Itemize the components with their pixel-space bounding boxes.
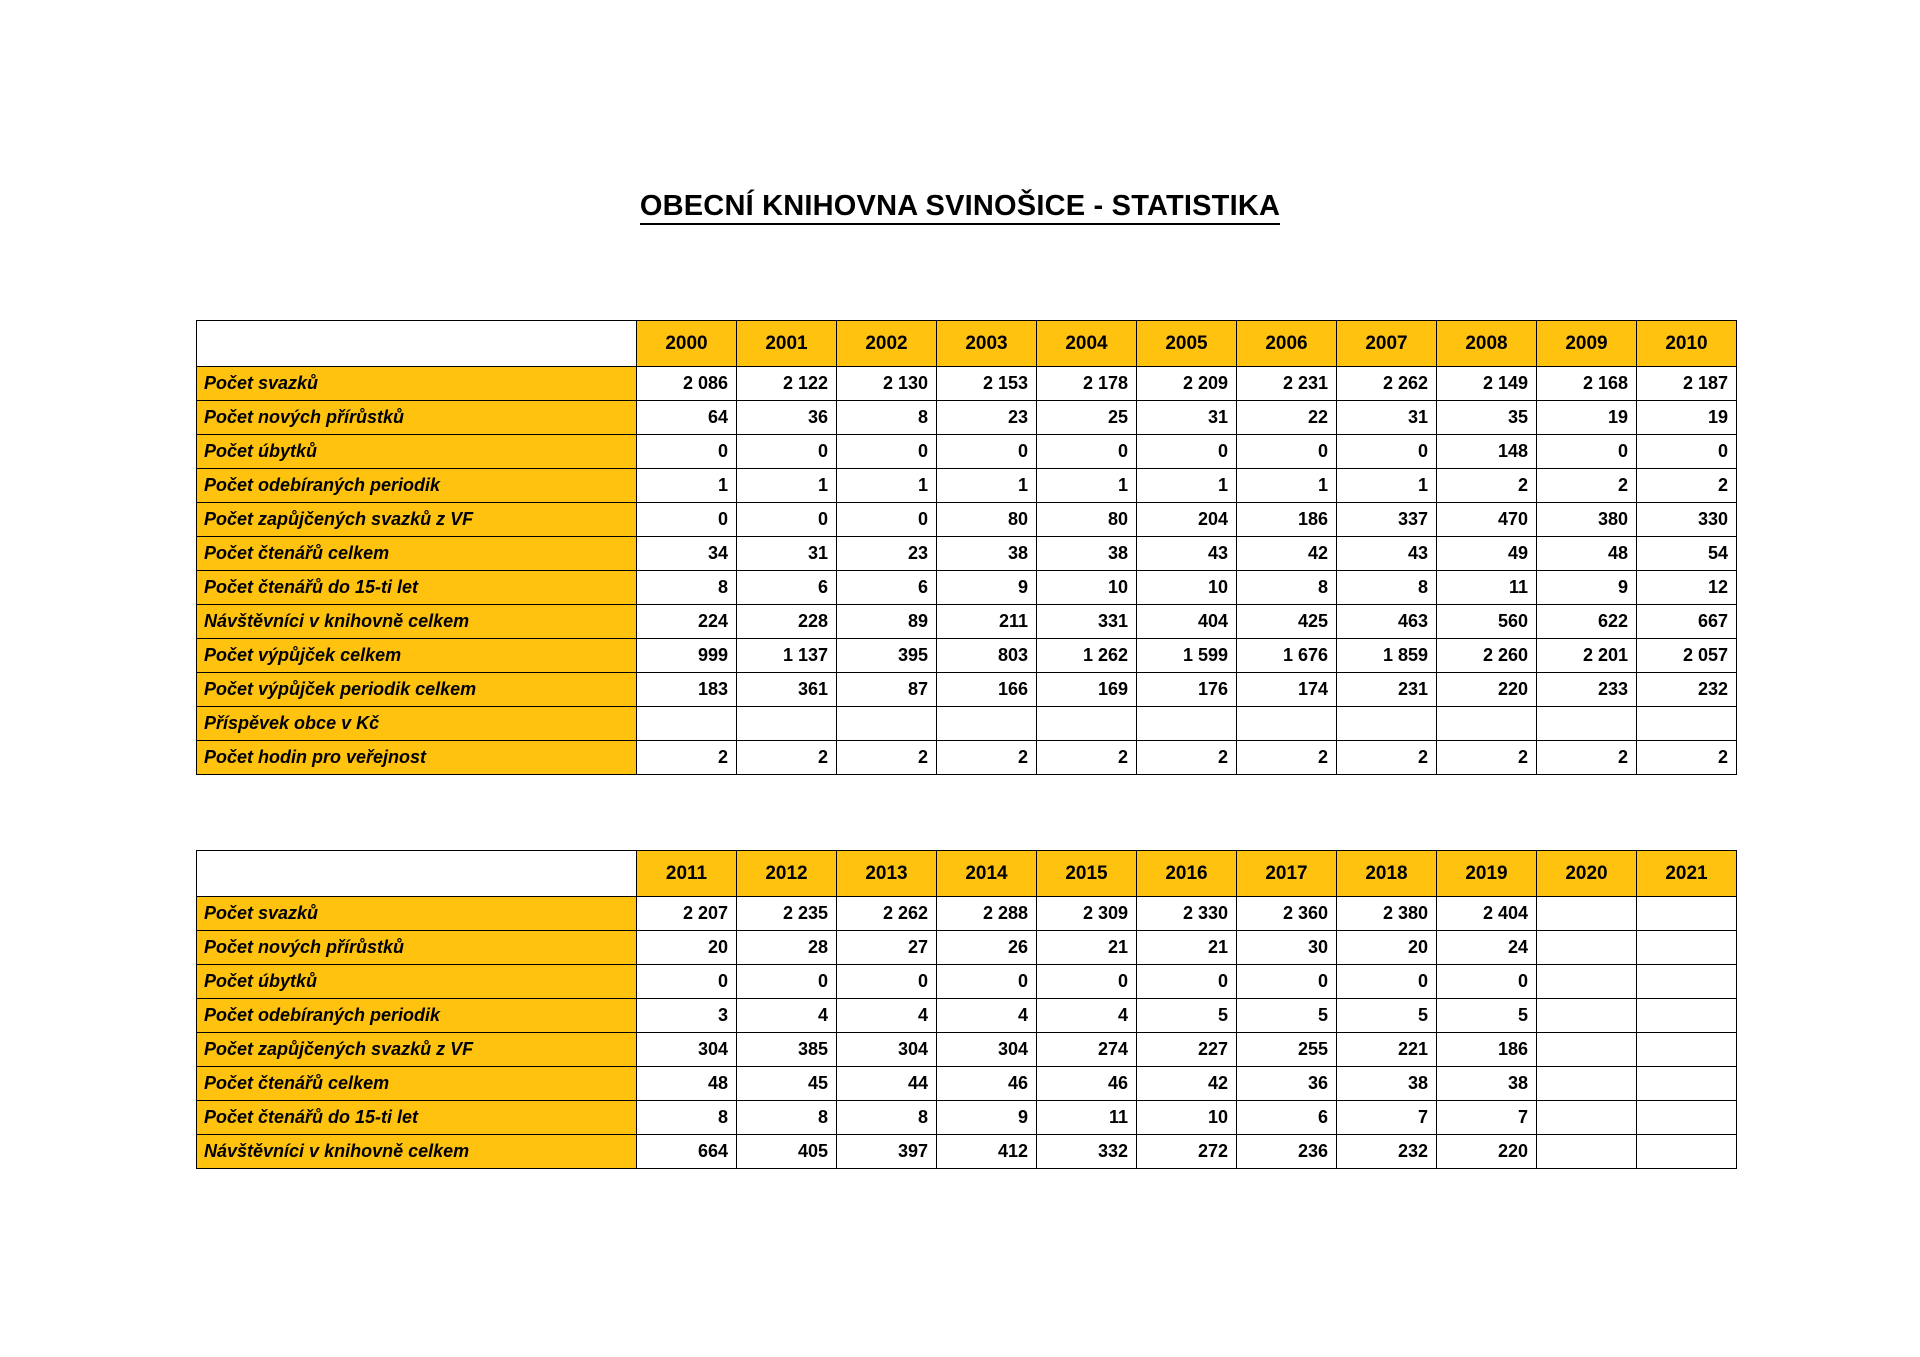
table-cell-value: 232 bbox=[1337, 1135, 1437, 1169]
table-cell-value: 38 bbox=[1437, 1067, 1537, 1101]
table-cell-value: 43 bbox=[1137, 537, 1237, 571]
table-cell-value: 412 bbox=[937, 1135, 1037, 1169]
table-cell-value: 4 bbox=[937, 999, 1037, 1033]
table-cell-value: 470 bbox=[1437, 503, 1537, 537]
row-label: Návštěvníci v knihovně celkem bbox=[197, 1135, 637, 1169]
table-body bbox=[197, 367, 1737, 775]
column-header-year: 2016 bbox=[1137, 851, 1237, 897]
column-header-year: 2011 bbox=[637, 851, 737, 897]
column-header-year: 2010 bbox=[1637, 321, 1737, 367]
table-cell-value: 2 380 bbox=[1337, 897, 1437, 931]
table-cell-value: 23 bbox=[937, 401, 1037, 435]
table-cell-value: 361 bbox=[737, 673, 837, 707]
table-cell-value: 42 bbox=[1137, 1067, 1237, 1101]
table-row bbox=[197, 1033, 1737, 1067]
table-cell-value: 0 bbox=[937, 435, 1037, 469]
table-cell-value bbox=[1637, 999, 1737, 1033]
table-cell-value: 186 bbox=[1437, 1033, 1537, 1067]
table-cell-value: 0 bbox=[737, 503, 837, 537]
table-cell-value: 2 bbox=[637, 741, 737, 775]
table-cell-value: 6 bbox=[1237, 1101, 1337, 1135]
table-cell-value bbox=[1337, 707, 1437, 741]
table-cell-value: 5 bbox=[1437, 999, 1537, 1033]
table-cell-value: 304 bbox=[837, 1033, 937, 1067]
table-cell-value: 0 bbox=[637, 503, 737, 537]
table-cell-value: 2 207 bbox=[637, 897, 737, 931]
table-cell-value: 1 676 bbox=[1237, 639, 1337, 673]
table-cell-value: 35 bbox=[1437, 401, 1537, 435]
table-cell-value: 22 bbox=[1237, 401, 1337, 435]
table-cell-value: 2 122 bbox=[737, 367, 837, 401]
table-cell-value: 1 262 bbox=[1037, 639, 1137, 673]
table-cell-value: 2 209 bbox=[1137, 367, 1237, 401]
row-label: Počet svazků bbox=[197, 367, 637, 401]
table-cell-value: 10 bbox=[1037, 571, 1137, 605]
table-cell-value: 0 bbox=[1337, 435, 1437, 469]
table-cell-value: 34 bbox=[637, 537, 737, 571]
table-cell-value: 1 bbox=[1137, 469, 1237, 503]
table-row bbox=[197, 469, 1737, 503]
table-cell-value: 0 bbox=[937, 965, 1037, 999]
table-cell-value bbox=[1537, 965, 1637, 999]
table-cell-value: 1 bbox=[737, 469, 837, 503]
table-cell-value: 43 bbox=[1337, 537, 1437, 571]
table-cell-value: 9 bbox=[1537, 571, 1637, 605]
table-cell-value: 2 201 bbox=[1537, 639, 1637, 673]
column-header-year: 2008 bbox=[1437, 321, 1537, 367]
table-cell-value: 2 bbox=[1637, 469, 1737, 503]
table-cell-value: 2 bbox=[1337, 741, 1437, 775]
row-label: Návštěvníci v knihovně celkem bbox=[197, 605, 637, 639]
table-cell-value: 2 262 bbox=[837, 897, 937, 931]
table-cell-value: 0 bbox=[1037, 965, 1137, 999]
table-cell-value: 166 bbox=[937, 673, 1037, 707]
table-row bbox=[197, 965, 1737, 999]
table-cell-value: 232 bbox=[1637, 673, 1737, 707]
table-row bbox=[197, 1135, 1737, 1169]
table-cell-value bbox=[1137, 707, 1237, 741]
table-cell-value: 7 bbox=[1437, 1101, 1537, 1135]
table-cell-value: 3 bbox=[637, 999, 737, 1033]
table-cell-value: 255 bbox=[1237, 1033, 1337, 1067]
table-cell-value: 30 bbox=[1237, 931, 1337, 965]
table-cell-value: 5 bbox=[1337, 999, 1437, 1033]
column-header-year: 2018 bbox=[1337, 851, 1437, 897]
column-header-year: 2003 bbox=[937, 321, 1037, 367]
table-cell-value: 2 360 bbox=[1237, 897, 1337, 931]
table-row bbox=[197, 401, 1737, 435]
table-cell-value: 236 bbox=[1237, 1135, 1337, 1169]
table-cell-value: 176 bbox=[1137, 673, 1237, 707]
table-cell-value: 231 bbox=[1337, 673, 1437, 707]
table-cell-value: 0 bbox=[837, 503, 937, 537]
table-cell-value: 4 bbox=[737, 999, 837, 1033]
column-header-year: 2007 bbox=[1337, 321, 1437, 367]
table-cell-value: 2 bbox=[737, 741, 837, 775]
table-cell-value: 24 bbox=[1437, 931, 1537, 965]
table-cell-value: 0 bbox=[1637, 435, 1737, 469]
table-cell-value: 0 bbox=[1237, 435, 1337, 469]
table-cell-value: 19 bbox=[1537, 401, 1637, 435]
table-cell-value: 46 bbox=[1037, 1067, 1137, 1101]
table-cell-value: 0 bbox=[1137, 965, 1237, 999]
table-cell-value: 224 bbox=[637, 605, 737, 639]
row-label: Počet zapůjčených svazků z VF bbox=[197, 503, 637, 537]
table-cell-value: 227 bbox=[1137, 1033, 1237, 1067]
table-cell-value: 2 bbox=[1637, 741, 1737, 775]
column-header-year: 2012 bbox=[737, 851, 837, 897]
table-cell-value bbox=[937, 707, 1037, 741]
table-cell-value: 10 bbox=[1137, 571, 1237, 605]
table-cell-value: 1 bbox=[637, 469, 737, 503]
row-label: Počet zapůjčených svazků z VF bbox=[197, 1033, 637, 1067]
table-cell-value: 54 bbox=[1637, 537, 1737, 571]
table-cell-value: 0 bbox=[1437, 965, 1537, 999]
table-cell-value: 274 bbox=[1037, 1033, 1137, 1067]
table-cell-value: 45 bbox=[737, 1067, 837, 1101]
table-cell-value: 2 086 bbox=[637, 367, 737, 401]
table-cell-value: 425 bbox=[1237, 605, 1337, 639]
table-row bbox=[197, 367, 1737, 401]
table-cell-value: 2 bbox=[837, 741, 937, 775]
table-cell-value: 2 bbox=[1537, 741, 1637, 775]
table-cell-value: 38 bbox=[1337, 1067, 1437, 1101]
table-cell-value: 6 bbox=[737, 571, 837, 605]
table-cell-value bbox=[1637, 1067, 1737, 1101]
table-cell-value: 0 bbox=[1337, 965, 1437, 999]
table-cell-value: 1 bbox=[1037, 469, 1137, 503]
table-cell-value: 80 bbox=[937, 503, 1037, 537]
table-cell-value: 2 bbox=[1537, 469, 1637, 503]
table-cell-value bbox=[1237, 707, 1337, 741]
table-cell-value: 2 153 bbox=[937, 367, 1037, 401]
table-cell-value: 9 bbox=[937, 571, 1037, 605]
table-cell-value: 204 bbox=[1137, 503, 1237, 537]
table-cell-value: 1 bbox=[937, 469, 1037, 503]
column-header-year: 2020 bbox=[1537, 851, 1637, 897]
row-label: Počet čtenářů do 15-ti let bbox=[197, 1101, 637, 1135]
table-cell-value: 48 bbox=[1537, 537, 1637, 571]
table-cell-value: 9 bbox=[937, 1101, 1037, 1135]
table-cell-value: 2 bbox=[1137, 741, 1237, 775]
table-cell-value: 2 288 bbox=[937, 897, 1037, 931]
column-header-year: 2000 bbox=[637, 321, 737, 367]
table-cell-value: 23 bbox=[837, 537, 937, 571]
table-cell-value: 211 bbox=[937, 605, 1037, 639]
table-cell-value bbox=[1537, 1067, 1637, 1101]
table-cell-value: 8 bbox=[837, 401, 937, 435]
table-row bbox=[197, 999, 1737, 1033]
table-cell-value: 8 bbox=[1337, 571, 1437, 605]
table-header-row bbox=[197, 321, 1737, 367]
table-cell-value: 36 bbox=[1237, 1067, 1337, 1101]
table-cell-value bbox=[637, 707, 737, 741]
column-header-year: 2014 bbox=[937, 851, 1037, 897]
column-header-year: 2009 bbox=[1537, 321, 1637, 367]
row-label: Počet odebíraných periodik bbox=[197, 999, 637, 1033]
table-cell-value: 46 bbox=[937, 1067, 1037, 1101]
table-cell-value: 20 bbox=[1337, 931, 1437, 965]
table-cell-value bbox=[1637, 1033, 1737, 1067]
table-cell-value: 8 bbox=[737, 1101, 837, 1135]
table-cell-value: 4 bbox=[837, 999, 937, 1033]
table-row bbox=[197, 571, 1737, 605]
table-cell-value: 220 bbox=[1437, 1135, 1537, 1169]
page-title-text: OBECNÍ KNIHOVNA SVINOŠICE - STATISTIKA bbox=[640, 190, 1280, 225]
column-header-year: 2015 bbox=[1037, 851, 1137, 897]
table-cell-value: 2 bbox=[937, 741, 1037, 775]
table-cell-value: 38 bbox=[1037, 537, 1137, 571]
table-row bbox=[197, 707, 1737, 741]
table-cell-value: 1 bbox=[837, 469, 937, 503]
table-cell-value: 2 404 bbox=[1437, 897, 1537, 931]
column-header-year: 2013 bbox=[837, 851, 937, 897]
table-cell-value: 87 bbox=[837, 673, 937, 707]
table-cell-value: 2 309 bbox=[1037, 897, 1137, 931]
table-cell-value bbox=[1537, 931, 1637, 965]
row-label: Počet svazků bbox=[197, 897, 637, 931]
table-cell-value: 2 bbox=[1437, 741, 1537, 775]
table-cell-value bbox=[1637, 897, 1737, 931]
table-cell-value: 89 bbox=[837, 605, 937, 639]
table-cell-value: 38 bbox=[937, 537, 1037, 571]
table-cell-value bbox=[1637, 1101, 1737, 1135]
table-cell-value: 999 bbox=[637, 639, 737, 673]
table-cell-value: 11 bbox=[1437, 571, 1537, 605]
table-cell-value: 221 bbox=[1337, 1033, 1437, 1067]
table-cell-value: 0 bbox=[737, 435, 837, 469]
table-cell-value: 220 bbox=[1437, 673, 1537, 707]
table-cell-value: 2 187 bbox=[1637, 367, 1737, 401]
column-header-year: 2017 bbox=[1237, 851, 1337, 897]
table-cell-value: 10 bbox=[1137, 1101, 1237, 1135]
table-cell-value: 1 137 bbox=[737, 639, 837, 673]
table-cell-value: 186 bbox=[1237, 503, 1337, 537]
table-cell-value: 183 bbox=[637, 673, 737, 707]
table-cell-value: 26 bbox=[937, 931, 1037, 965]
table-cell-value: 64 bbox=[637, 401, 737, 435]
table-cell-value: 31 bbox=[737, 537, 837, 571]
row-label: Počet výpůjček celkem bbox=[197, 639, 637, 673]
table-cell-value: 1 859 bbox=[1337, 639, 1437, 673]
column-header-year: 2021 bbox=[1637, 851, 1737, 897]
table-cell-value: 0 bbox=[637, 435, 737, 469]
table-cell-value bbox=[1537, 999, 1637, 1033]
table-cell-value: 331 bbox=[1037, 605, 1137, 639]
table-cell-value: 395 bbox=[837, 639, 937, 673]
column-header-year: 2004 bbox=[1037, 321, 1137, 367]
table-cell-value: 6 bbox=[837, 571, 937, 605]
row-label: Počet nových přírůstků bbox=[197, 401, 637, 435]
column-header-year: 2005 bbox=[1137, 321, 1237, 367]
table-cell-value: 0 bbox=[837, 435, 937, 469]
table-cell-value: 5 bbox=[1137, 999, 1237, 1033]
table-cell-value: 272 bbox=[1137, 1135, 1237, 1169]
row-label: Počet čtenářů celkem bbox=[197, 1067, 637, 1101]
table-cell-value: 4 bbox=[1037, 999, 1137, 1033]
table-cell-value: 31 bbox=[1337, 401, 1437, 435]
column-header-year: 2006 bbox=[1237, 321, 1337, 367]
table-cell-value: 397 bbox=[837, 1135, 937, 1169]
table-cell-value: 2 bbox=[1237, 741, 1337, 775]
table-cell-value: 31 bbox=[1137, 401, 1237, 435]
table-cell-value: 36 bbox=[737, 401, 837, 435]
table-cell-value: 0 bbox=[737, 965, 837, 999]
table-cell-value bbox=[1437, 707, 1537, 741]
table-cell-value: 8 bbox=[837, 1101, 937, 1135]
table-cell-value: 0 bbox=[1537, 435, 1637, 469]
table-cell-value: 332 bbox=[1037, 1135, 1137, 1169]
table-cell-value: 2 057 bbox=[1637, 639, 1737, 673]
table-cell-value bbox=[837, 707, 937, 741]
table-cell-value: 25 bbox=[1037, 401, 1137, 435]
table-row bbox=[197, 897, 1737, 931]
table-cell-value bbox=[1637, 1135, 1737, 1169]
table-cell-value: 169 bbox=[1037, 673, 1137, 707]
table-cell-value: 2 260 bbox=[1437, 639, 1537, 673]
table-row bbox=[197, 1101, 1737, 1135]
column-header-year: 2001 bbox=[737, 321, 837, 367]
table-row bbox=[197, 1067, 1737, 1101]
table-cell-value: 2 235 bbox=[737, 897, 837, 931]
row-label: Počet čtenářů celkem bbox=[197, 537, 637, 571]
table-cell-value: 0 bbox=[1037, 435, 1137, 469]
table-cell-value: 385 bbox=[737, 1033, 837, 1067]
statistics-table-2000-2010 bbox=[196, 320, 1737, 775]
table-cell-value: 11 bbox=[1037, 1101, 1137, 1135]
table-cell-value: 622 bbox=[1537, 605, 1637, 639]
column-header-year: 2019 bbox=[1437, 851, 1537, 897]
table-cell-value bbox=[1637, 931, 1737, 965]
table-cell-value bbox=[737, 707, 837, 741]
table-cell-value: 49 bbox=[1437, 537, 1537, 571]
table-row bbox=[197, 435, 1737, 469]
table-row bbox=[197, 741, 1737, 775]
table-cell-value bbox=[1537, 1033, 1637, 1067]
table-cell-value: 80 bbox=[1037, 503, 1137, 537]
table-row bbox=[197, 537, 1737, 571]
table-cell-value: 0 bbox=[637, 965, 737, 999]
statistics-table-2011-2021 bbox=[196, 850, 1737, 1169]
table-cell-value: 0 bbox=[837, 965, 937, 999]
table-cell-value: 5 bbox=[1237, 999, 1337, 1033]
row-label: Počet hodin pro veřejnost bbox=[197, 741, 637, 775]
table-cell-value: 2 130 bbox=[837, 367, 937, 401]
table-cell-value: 8 bbox=[637, 571, 737, 605]
row-label: Počet čtenářů do 15-ti let bbox=[197, 571, 637, 605]
table-cell-value: 233 bbox=[1537, 673, 1637, 707]
table-cell-value: 48 bbox=[637, 1067, 737, 1101]
table-cell-value: 337 bbox=[1337, 503, 1437, 537]
table-row bbox=[197, 639, 1737, 673]
table-cell-value: 405 bbox=[737, 1135, 837, 1169]
table-row bbox=[197, 503, 1737, 537]
table-row bbox=[197, 931, 1737, 965]
table-cell-value: 20 bbox=[637, 931, 737, 965]
table-cell-value bbox=[1637, 965, 1737, 999]
table-cell-value: 2 178 bbox=[1037, 367, 1137, 401]
table-cell-value: 44 bbox=[837, 1067, 937, 1101]
table-cell-value: 330 bbox=[1637, 503, 1737, 537]
table-cell-value: 2 330 bbox=[1137, 897, 1237, 931]
table-cell-value: 0 bbox=[1237, 965, 1337, 999]
table-cell-value: 2 262 bbox=[1337, 367, 1437, 401]
table-cell-value: 42 bbox=[1237, 537, 1337, 571]
table-cell-value: 0 bbox=[1137, 435, 1237, 469]
table-cell-value: 21 bbox=[1037, 931, 1137, 965]
table-cell-value: 304 bbox=[937, 1033, 1037, 1067]
table-cell-value: 380 bbox=[1537, 503, 1637, 537]
table-cell-value bbox=[1537, 1135, 1637, 1169]
table-cell-value: 19 bbox=[1637, 401, 1737, 435]
row-label: Počet výpůjček periodik celkem bbox=[197, 673, 637, 707]
table-cell-value: 2 231 bbox=[1237, 367, 1337, 401]
table-cell-value bbox=[1537, 707, 1637, 741]
table-cell-value: 27 bbox=[837, 931, 937, 965]
table-cell-value: 8 bbox=[637, 1101, 737, 1135]
table-corner-header bbox=[197, 851, 637, 897]
table-body bbox=[197, 897, 1737, 1169]
table-cell-value: 2 bbox=[1037, 741, 1137, 775]
table-cell-value: 12 bbox=[1637, 571, 1737, 605]
table-cell-value: 664 bbox=[637, 1135, 737, 1169]
table-cell-value: 463 bbox=[1337, 605, 1437, 639]
page-title bbox=[0, 190, 1920, 223]
table-cell-value: 7 bbox=[1337, 1101, 1437, 1135]
table-cell-value: 2 149 bbox=[1437, 367, 1537, 401]
table-cell-value: 21 bbox=[1137, 931, 1237, 965]
table-cell-value: 8 bbox=[1237, 571, 1337, 605]
table-header bbox=[197, 321, 1737, 367]
table-cell-value: 404 bbox=[1137, 605, 1237, 639]
table-cell-value: 2 168 bbox=[1537, 367, 1637, 401]
row-label: Počet úbytků bbox=[197, 435, 637, 469]
row-label: Příspěvek obce v Kč bbox=[197, 707, 637, 741]
table-cell-value: 803 bbox=[937, 639, 1037, 673]
table-header-row bbox=[197, 851, 1737, 897]
row-label: Počet nových přírůstků bbox=[197, 931, 637, 965]
table-cell-value: 1 bbox=[1237, 469, 1337, 503]
table-cell-value: 174 bbox=[1237, 673, 1337, 707]
table-header bbox=[197, 851, 1737, 897]
row-label: Počet odebíraných periodik bbox=[197, 469, 637, 503]
table-cell-value: 1 bbox=[1337, 469, 1437, 503]
table-cell-value: 28 bbox=[737, 931, 837, 965]
table-cell-value bbox=[1037, 707, 1137, 741]
table-cell-value: 560 bbox=[1437, 605, 1537, 639]
table-cell-value: 1 599 bbox=[1137, 639, 1237, 673]
row-label: Počet úbytků bbox=[197, 965, 637, 999]
table-row bbox=[197, 673, 1737, 707]
table-corner-header bbox=[197, 321, 637, 367]
table-cell-value: 2 bbox=[1437, 469, 1537, 503]
table-row bbox=[197, 605, 1737, 639]
table-cell-value: 304 bbox=[637, 1033, 737, 1067]
table-cell-value bbox=[1637, 707, 1737, 741]
table-cell-value: 228 bbox=[737, 605, 837, 639]
table-cell-value bbox=[1537, 897, 1637, 931]
table-cell-value bbox=[1537, 1101, 1637, 1135]
table-cell-value: 667 bbox=[1637, 605, 1737, 639]
table-cell-value: 148 bbox=[1437, 435, 1537, 469]
column-header-year: 2002 bbox=[837, 321, 937, 367]
